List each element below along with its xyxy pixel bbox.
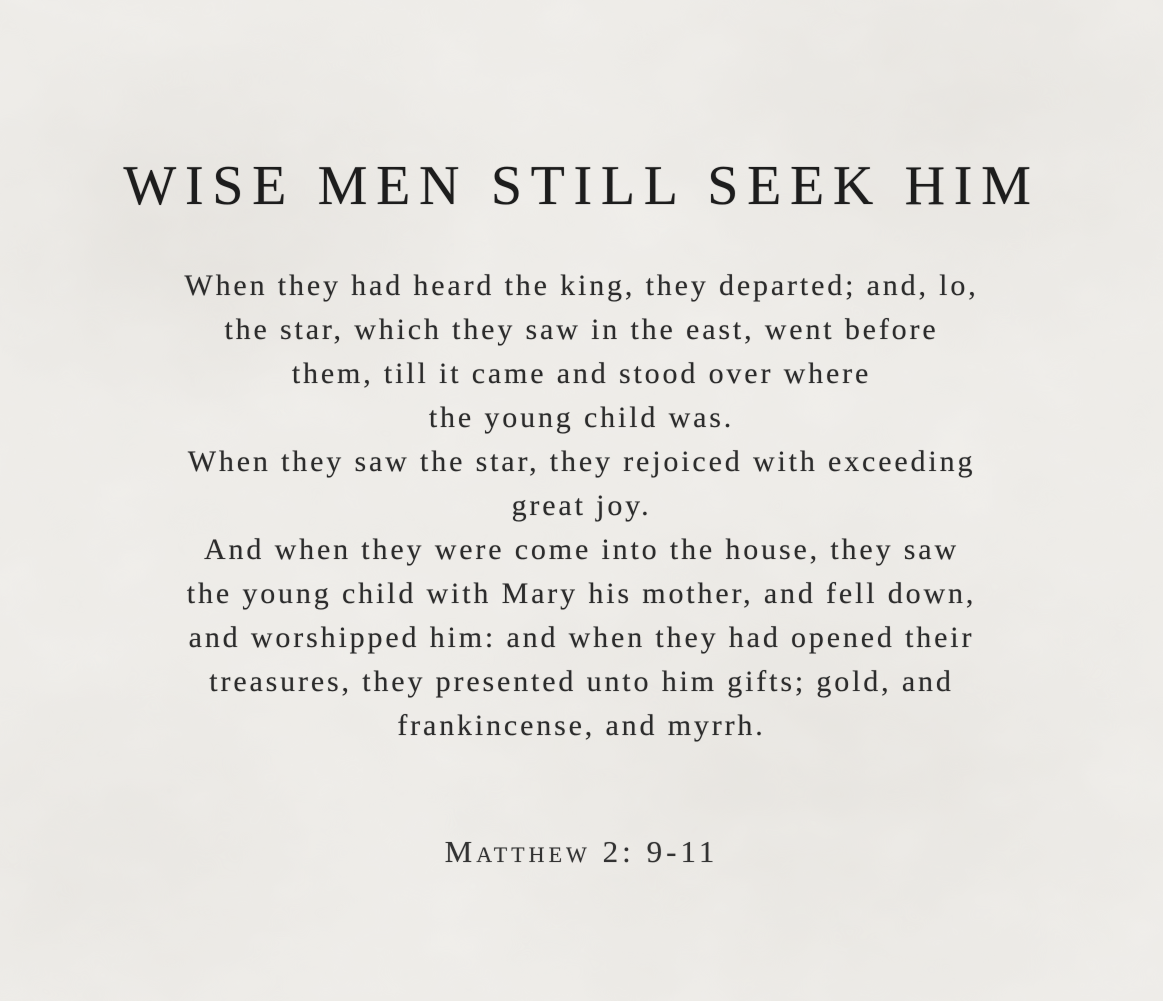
verse-line: frankincense, and myrrh. — [397, 709, 766, 742]
scripture-reference: Matthew 2: 9-11 — [444, 834, 719, 869]
verse-line: them, till it came and stood over where — [291, 357, 872, 390]
verse-line: When they had heard the king, they departed; and, lo, — [184, 269, 979, 302]
verse-line: the star, which they saw in the east, went before — [224, 313, 939, 346]
verse-text — [0, 264, 1163, 748]
page-title: WISE MEN STILL SEEK HIM — [123, 155, 1040, 217]
verse-line: And when they were come into the house, they saw — [204, 533, 959, 566]
verse-line: great joy. — [511, 489, 652, 522]
verse-line: treasures, they presented unto him gifts; gold, and — [209, 665, 954, 698]
verse-line: the young child with Mary his mother, and fell down, — [186, 577, 977, 610]
verse-line: the young child was. — [428, 401, 735, 434]
verse-line: When they saw the star, they rejoiced with exceeding — [187, 445, 976, 478]
verse-line: and worshipped him: and when they had opened their — [188, 621, 975, 654]
